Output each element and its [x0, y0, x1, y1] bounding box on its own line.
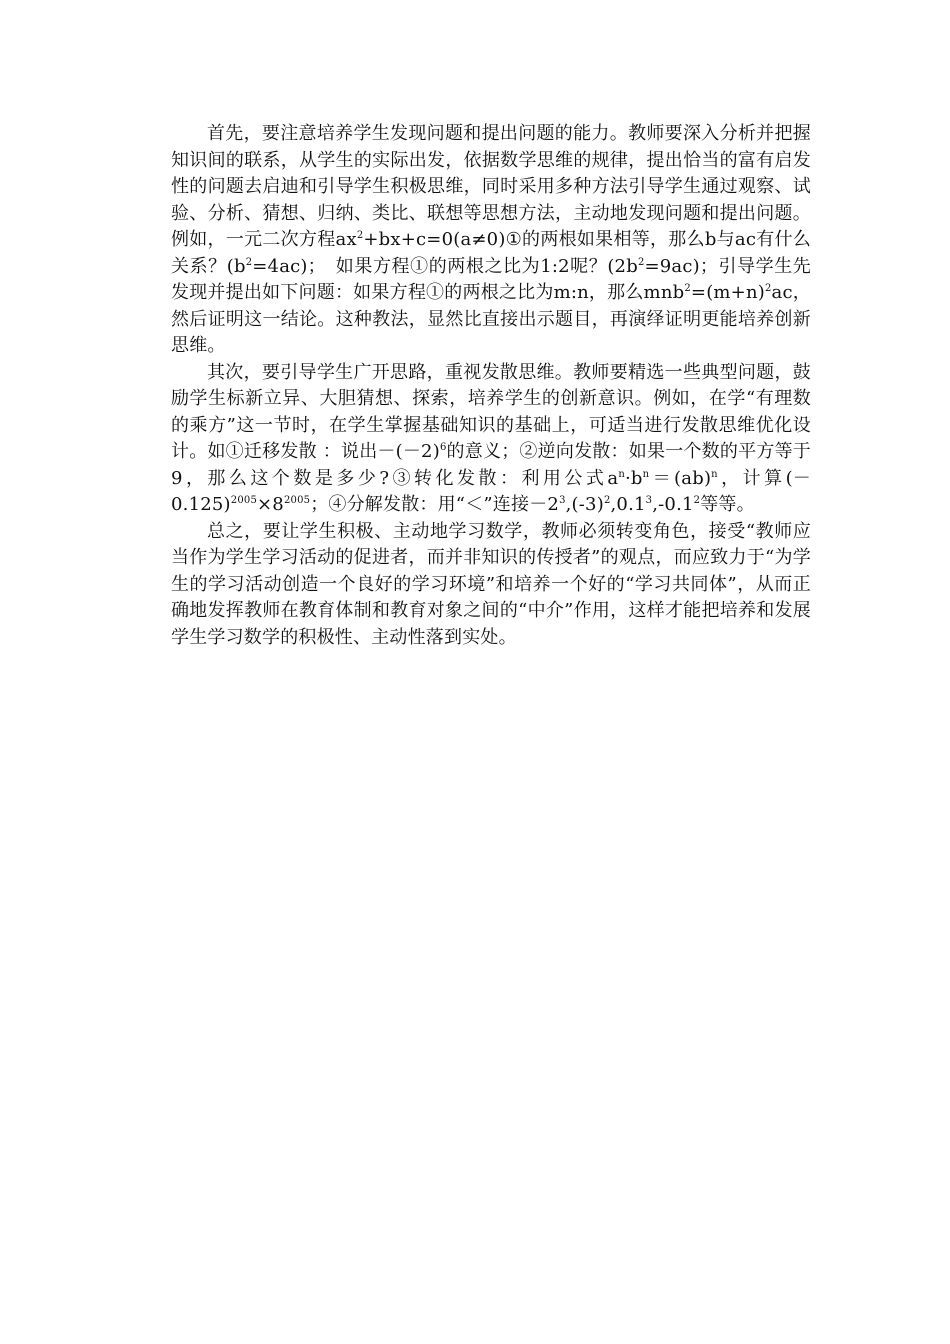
superscript: 2 [693, 495, 701, 506]
text-run: 首先，要注意培养学生发现问题和提出问题的能力。教师要深入分析并把握知识间的联系，从学生的实际出发，依据数学思维的规律，提出恰当的富有启发性的问题去启迪和引导学生积极思维，同时采用多种方法引导学生通过观察、试验、分析、猜想、归纳、类比、联想等思想方法，主动地发现问题和提出问题。例如，一元二次方程ax [171, 123, 811, 250]
text-run: ,0.1 [610, 494, 646, 515]
text-run: ,-0.1 [652, 494, 694, 515]
superscript: 2 [684, 283, 691, 294]
paragraph-3 [171, 519, 811, 652]
text-run: =9ac)；引导学生先发现并提出如下问题：如果方程①的两根之比为m:n，那么mnb [171, 255, 811, 303]
superscript: 2 [603, 495, 611, 506]
text-run: =(m+n) [690, 282, 765, 303]
superscript: 2 [356, 230, 364, 241]
superscript: 6 [439, 442, 447, 453]
superscript: 2005 [283, 495, 311, 506]
superscript: 3 [559, 495, 566, 506]
superscript: n [618, 468, 625, 480]
text-run: ＝(ab) [649, 467, 712, 489]
superscript: 2005 [230, 495, 258, 506]
superscript: n [711, 468, 718, 480]
text-run: =4ac)； 如果方程①的两根之比为1:2呢？(2b [252, 255, 638, 277]
superscript: n [642, 468, 650, 480]
text-run: ，计算(－0.125) [171, 467, 811, 515]
document-body [171, 121, 811, 651]
text-run: +bx+c=0(a≠0)①的两根如果相等，那么b与ac有什么关系？(b [171, 229, 811, 277]
text-run: 等等。 [700, 494, 755, 515]
text-run: ac，然后证明这一结论。这种教法，显然比直接出示题目，再演绎证明更能培养创新思维。 [171, 282, 811, 356]
superscript: 2 [245, 256, 253, 268]
text-run: 总之，要让学生积极、主动地学习数学，教师必须转变角色，接受“教师应当作为学生学习活动的促进者，而并非知识的传授者”的观点，而应致力于“为学生的学习活动创造一个良好的学习环境”和培养一个好的“学习共同体”，从而正确地发挥教师在教育体制和教育对象之间的“中介”作用，这样才能把培养和发展学生学习数学的积极性、主动性落到实处。 [171, 520, 811, 648]
superscript: 2 [764, 283, 772, 294]
text-run: ·b [624, 467, 643, 489]
text-run: ,(-3) [565, 494, 604, 515]
text-run: ；④分解发散：用“＜”连接－2 [310, 494, 560, 515]
text-run: ×8 [257, 494, 284, 515]
paragraph-1 [171, 121, 811, 360]
text-run: 其次，要引导学生广开思路，重视发散思维。教师要精选一些典型问题，鼓励学生标新立异、大胆猜想、探索，培养学生的创新意识。例如，在学“有理数的乘方”这一节时，在学生掌握基础知识的基础上，可适当进行发散思维优化设计。如①迁移发散 ：说出－(－2) [171, 361, 811, 462]
text-run: 的意义；②逆向发散：如果一个数的平方等于9，那么这个数是多少?③转化发散：利用公式a [171, 441, 812, 489]
superscript: 2 [637, 256, 645, 268]
paragraph-2 [171, 360, 811, 519]
superscript: 3 [645, 495, 653, 506]
